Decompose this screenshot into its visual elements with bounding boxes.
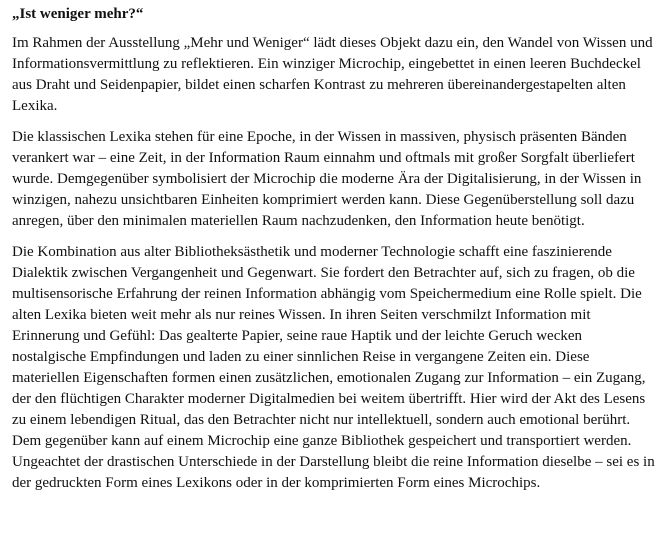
- document-page: [12, 4, 657, 494]
- paragraph-lexika: Die klassischen Lexika stehen für eine Epoche, in der Wissen in massiven, physisch präsenten Bänden verankert war – eine Zeit, in der Information Raum einnahm und oftmals mit großer Sorgfalt überliefert wurde. Demgegenüber symbolisiert der Microchip die moderne Ära der Digitalisierung, in der Wissen in winzigen, nahezu unsichtbaren Einheiten komprimiert werden kann. Diese Gegenüberstellung soll dazu anregen, über den minimalen materiellen Raum nachzudenken, den Information heute benötigt.: [12, 129, 642, 229]
- document-title: „Ist weniger mehr?“: [12, 6, 144, 22]
- paragraph-dialektik: Die Kombination aus alter Bibliotheksästhetik und moderner Technologie schafft eine faszinierende Dialektik zwischen Vergangenheit und Gegenwart. Sie fordert den Betrachter auf, sich zu fragen, ob die multisensorische Erfahrung der reinen Information abhängig vom Speichermedium eine Rolle spielt. Die alten Lexika bieten weit mehr als nur reines Wissen. In ihren Seiten verschmilzt Information mit Erinnerung und Gefühl: Das gealterte Papier, seine raue Haptik und der leichte Geruch wecken nostalgische Empfindungen und laden zu einer sinnlichen Reise in vergangene Zeiten ein. Diese materiellen Eigenschaften formen einen zusätzlichen, emotionalen Zugang zur Information – ein Zugang, der den flüchtigen Charakter moderner Digitalmedien bei weitem übertrifft. Hier wird der Akt des Lesens zu einem lebendigen Ritual, das den Betrachter nicht nur intellektuell, sondern auch emotional berührt. Dem gegenüber kann auf einem Microchip eine ganze Bibliothek gespeichert und transportiert werden. Ungeachtet der drastischen Unterschiede in der Darstellung bleibt die reine Information dieselbe – sei es in der gedruckten Form eines Lexikons oder in der komprimierten Form eines Microchips.: [12, 244, 655, 491]
- paragraph-intro: Im Rahmen der Ausstellung „Mehr und Weniger“ lädt dieses Objekt dazu ein, den Wandel von Wissen und Informationsvermittlung zu reflektieren. Ein winziger Microchip, eingebettet in einen leeren Buchdeckel aus Draht und Seidenpapier, bildet einen scharfen Kontrast zu mehreren übereinandergestapelten alten Lexika.: [12, 35, 653, 114]
